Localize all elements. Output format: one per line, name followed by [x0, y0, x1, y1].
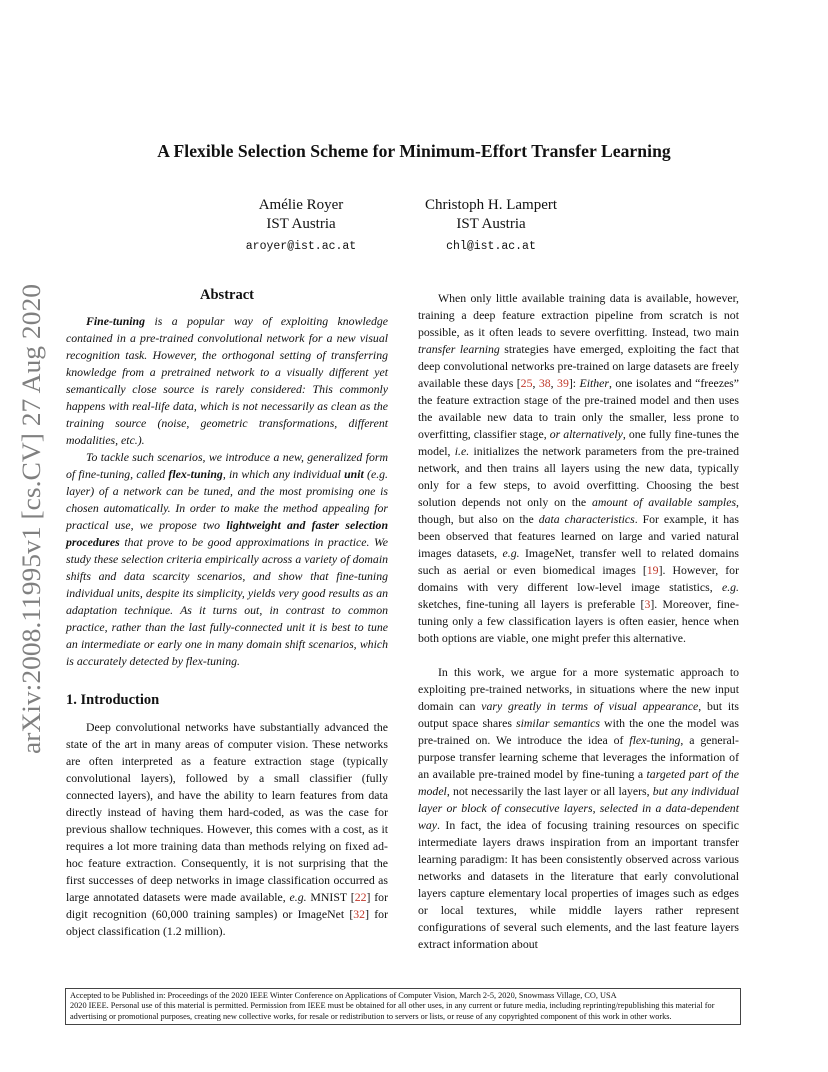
copyright-text: 2020 IEEE. Personal use of this material is permitted. Permission from IEEE must be obtained for all other uses, in any current or future media, including reprinting/republishing this material for advertising or promotional purposes, creating new collective works, for resale or redistribution to servers or lists, or reuse of any copyrighted component of this work in other works.	[70, 1001, 715, 1021]
emphasis: amount of available samples	[592, 495, 737, 509]
text-run: ,	[532, 376, 539, 390]
arxiv-id: arXiv:2008.11995v1 [cs.CV] 27 Aug 2020	[17, 310, 46, 754]
text-run: with the one the model was pre-trained on. We introduce the idea of	[418, 716, 739, 747]
text-run: . In fact, the idea of focusing training resources on specific intermediate layers draws inspiration from an important transfer learning paradigm: It has been consistently observed across various networks and datasets in the literature that early convolutional layers capture elementary local properties of images such as edges or local textures, while middle layers rather represent configurations of several such elements, and the last feature layers extract information about	[418, 818, 739, 951]
text-run: , a general-purpose transfer learning scheme that leverages the information of an available pre-trained model by fine-tuning a	[418, 733, 739, 781]
abstract-paragraph	[66, 313, 388, 449]
text-run: (e.g. layer) of a network can be tuned, and the most promising one is chosen automatically. In order to make the method appealing for practical use, we propose two	[66, 467, 388, 532]
text-run: , but its output space shares	[418, 699, 739, 730]
left-column	[66, 287, 388, 940]
emphasis: e.g.	[721, 580, 739, 594]
text-run: ImageNet, transfer well to related domains such as aerial or even biomedical images [	[418, 546, 739, 577]
emphasis: e.g.	[502, 546, 520, 560]
text-run: that prove to be good approximations in practice. We study these selection criteria empirically across a variety of domain shifts and data scarcity scenarios, and show that fine-tuning individual units, despite its simplicity, yields very good results as an adaptation technique. As it turns out, in contrast to common practice, rather than the last fully-connected unit it is best to tune an intermediate or early one in many domain shift scenarios, which is accurately detected by flex-tuning.	[66, 535, 388, 668]
paper-title: A Flexible Selection Scheme for Minimum-Effort Transfer Learning	[157, 141, 671, 161]
citation-link[interactable]: 19	[646, 563, 659, 577]
citation-link[interactable]: 38	[538, 376, 551, 390]
emphasis: vary greatly in terms of visual appearance	[481, 699, 699, 713]
emphasis: lightweight and faster selection procedures	[66, 518, 389, 549]
text-run: sketches, fine-tuning all layers is preferable [	[418, 597, 645, 611]
emphasis: Either	[579, 376, 609, 390]
emphasis: flex-tuning	[168, 467, 223, 481]
intro-paragraph	[66, 719, 388, 940]
citation-link[interactable]: 32	[353, 907, 366, 921]
abstract-body	[66, 313, 388, 670]
emphasis: data characteristics	[538, 512, 635, 526]
citation-link[interactable]: 39	[557, 376, 569, 390]
author-block	[191, 196, 411, 256]
text-run: , one isolates and “freezes” the feature extraction stage of the pre-trained model and then uses the available new data to train only the smaller, less prone to overfitting, classifier stage,	[418, 376, 740, 441]
text-run: ]. However, for domains with very different low-level image statistics,	[418, 563, 740, 594]
publication-note: Accepted to be Published in: Proceedings of the 2020 IEEE Winter Conference on Applications of Computer Vision, March 2-5, 2020, Snowmass Village, CO, USA	[70, 991, 617, 1000]
citation-link[interactable]: 22	[354, 890, 367, 904]
text-run: Deep convolutional networks have substantially advanced the state of the art in many areas of computer vision. These networks are often interpreted as a feature extraction stage (typically convolutional layers), followed by a small classifier (fully connected layers), and have the ability to learn features from data directly instead of having them hard-coded, as was the case for previous shallow techniques. However, this comes with a cost, as it requires a lot more training data than methods relying on fixed ad-hoc feature extraction. Consequently, it is not surprising that the first successes of deep networks in image classification occurred as large annotated datasets were made available,	[66, 720, 388, 904]
emphasis: targeted part of the model	[418, 767, 739, 798]
body-paragraph	[418, 664, 739, 953]
citation-link[interactable]: 3	[644, 597, 651, 611]
text-run: . For example, it has been observed that features learned on large and varied natural images datasets,	[418, 512, 739, 560]
author-affiliation: IST Austria	[266, 216, 336, 232]
emphasis: but any individual layer or block of consecutive layers, selected in a data-dependent way	[418, 784, 739, 832]
emphasis: i.e.	[454, 444, 470, 458]
text-run: ] for object classification (1.2 million).	[66, 907, 388, 938]
text-run: , one fully fine-tunes the model,	[418, 427, 739, 458]
text-run: , though, but also on the	[418, 495, 739, 526]
text-run: strategies have emerged, exploiting the fact that deep convolutional networks pre-trained on large datasets are freely available these days [	[418, 342, 739, 390]
text-run: is a popular way of exploiting knowledge contained in a pre-trained convolutional network for a new visual recognition task. However, the orthogonal setting of transferring knowledge from a pretrained network to a visually different yet semantically close source is rarely considered: This commonly happens with real-life data, which is not necessarily as clean as the training source (noise, geometric transformations, different modalities, etc.).	[66, 314, 388, 447]
text-run: ,	[550, 376, 558, 390]
right-column	[418, 290, 739, 953]
body-paragraph	[418, 290, 739, 647]
text-run: MNIST [	[306, 890, 355, 904]
copyright-notice	[65, 988, 741, 1025]
author-email: aroyer@ist.ac.at	[245, 240, 357, 253]
author-name: Amélie Royer	[258, 197, 344, 213]
author-block	[381, 196, 601, 256]
text-run: ]. Moreover, fine-tuning only a few classification layers is often easier, hence when both options are viable, one might prefer this alternative.	[418, 597, 739, 645]
author-email: chl@ist.ac.at	[446, 240, 536, 253]
emphasis: similar semantics	[515, 716, 600, 730]
author-affiliation: IST Austria	[456, 216, 526, 232]
emphasis: e.g.	[289, 890, 307, 904]
abstract-paragraph	[66, 449, 388, 670]
text-run: To tackle such scenarios, we introduce a new, generalized form of fine-tuning, called	[66, 450, 388, 481]
text-run: ] for digit recognition (60,000 training samples) or ImageNet [	[66, 890, 388, 921]
paragraph-gap	[418, 647, 739, 664]
text-run: initializes the network parameters from the pre-trained network, and then trains all layers using the new data, typically only for a few steps, to avoid overfitting. Choosing the best solution depends not only on the	[418, 444, 739, 509]
citation-link[interactable]: 25	[520, 376, 533, 390]
emphasis: transfer learning	[418, 342, 500, 356]
emphasis: or alternatively	[549, 427, 623, 441]
text-run: , in which any individual	[222, 467, 345, 481]
text-run: In this work, we argue for a more systematic approach to exploiting pre-trained networks, in situations where the new input domain can	[418, 665, 739, 713]
emphasis: unit	[344, 467, 364, 481]
text-run: , not necessarily the last layer or all layers,	[446, 784, 653, 798]
text-run: When only little available training data is available, however, training a deep feature extraction pipeline from scratch is not possible, as it often leads to severe overfitting. Instead, two main	[418, 291, 739, 339]
abstract-heading: Abstract	[200, 287, 254, 303]
emphasis: Fine-tuning	[86, 314, 146, 328]
text-run: ]:	[568, 376, 580, 390]
section-heading: 1. Introduction	[66, 692, 160, 708]
arxiv-sidebar-stamp	[4, 280, 56, 756]
emphasis: flex-tuning	[629, 733, 681, 747]
author-name: Christoph H. Lampert	[424, 197, 558, 213]
